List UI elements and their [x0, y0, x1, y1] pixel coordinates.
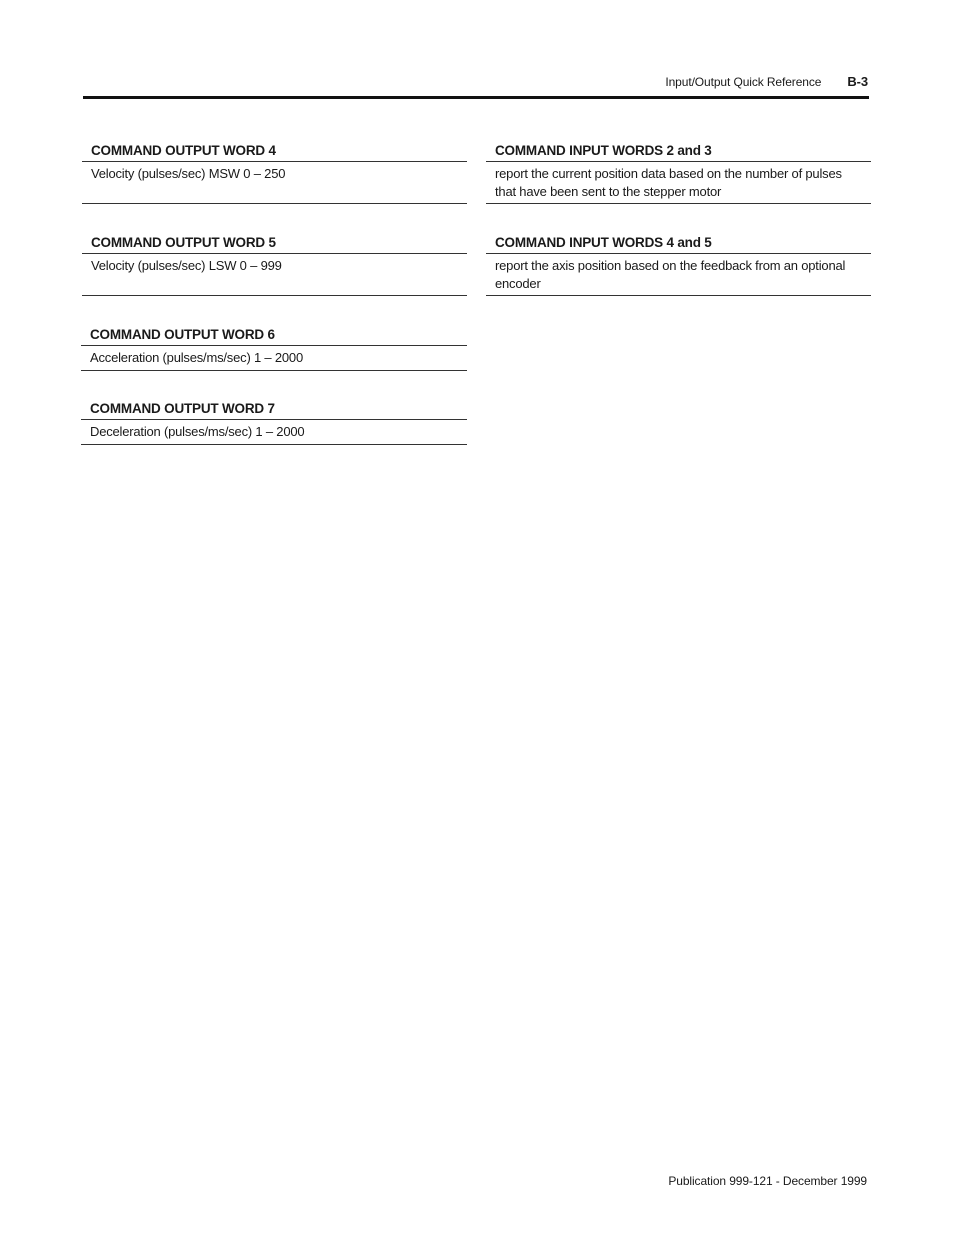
section-command-output-word-7	[81, 399, 467, 445]
section-body: report the axis position based on the feedback from an optional encoder	[495, 258, 846, 291]
publication-footer: Publication 999-121 - December 1999	[668, 1174, 867, 1188]
running-head	[665, 74, 868, 89]
divider	[82, 203, 467, 204]
section-heading: COMMAND OUTPUT WORD 6	[90, 327, 275, 342]
section-body: Velocity (pulses/sec) LSW 0 – 999	[91, 258, 282, 273]
section-command-output-word-6	[81, 325, 467, 371]
divider	[81, 444, 467, 445]
section-body: Acceleration (pulses/ms/sec) 1 – 2000	[90, 350, 303, 365]
section-heading: COMMAND INPUT WORDS 4 and 5	[495, 235, 712, 250]
section-command-output-word-5	[82, 233, 467, 296]
section-heading: COMMAND INPUT WORDS 2 and 3	[495, 143, 712, 158]
divider	[82, 295, 467, 296]
section-heading: COMMAND OUTPUT WORD 4	[91, 143, 276, 158]
page-number: B-3	[847, 74, 868, 89]
section-body: Deceleration (pulses/ms/sec) 1 – 2000	[90, 424, 305, 439]
divider	[81, 370, 467, 371]
section-command-input-words-4-and-5	[486, 233, 871, 296]
section-body: Velocity (pulses/sec) MSW 0 – 250	[91, 166, 286, 181]
section-heading: COMMAND OUTPUT WORD 7	[90, 401, 275, 416]
divider	[486, 203, 871, 204]
section-body: report the current position data based on the number of pulses that have been sent to the stepper motor	[495, 166, 842, 199]
header-rule	[83, 96, 869, 99]
section-command-output-word-4	[82, 141, 467, 204]
section-heading: COMMAND OUTPUT WORD 5	[91, 235, 276, 250]
divider	[486, 295, 871, 296]
section-command-input-words-2-and-3	[486, 141, 871, 204]
running-head-title: Input/Output Quick Reference	[665, 75, 822, 89]
